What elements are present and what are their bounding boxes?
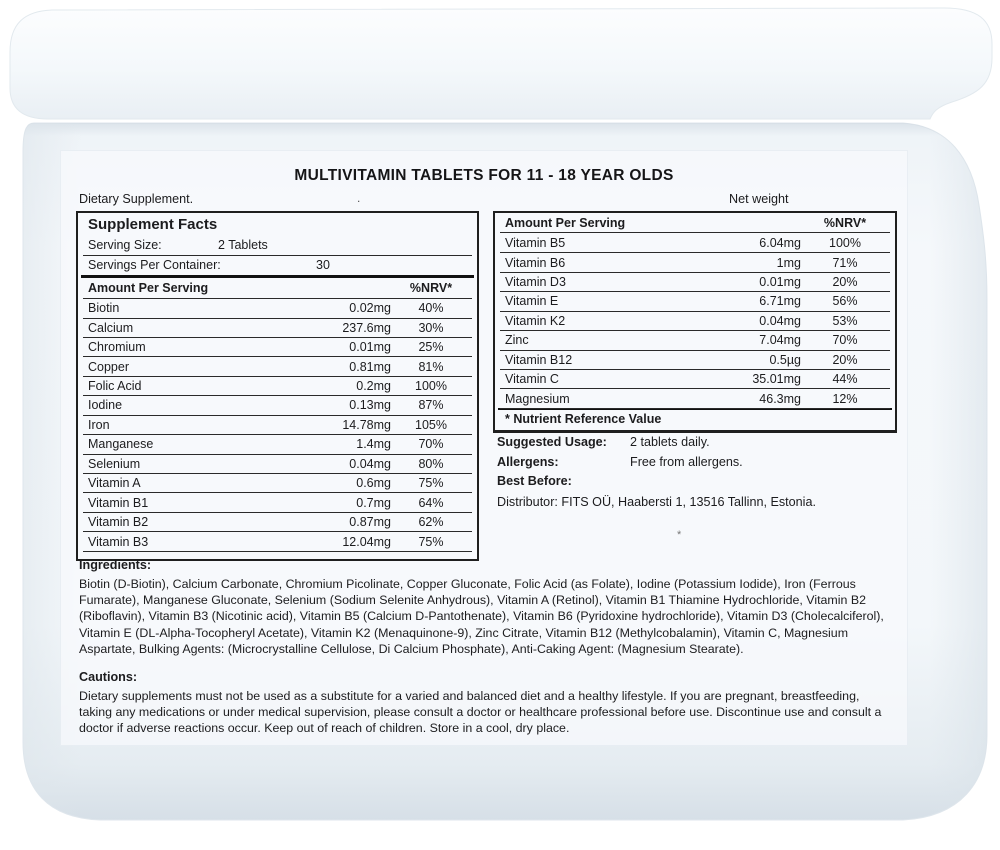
nutrient-name: Vitamin B12: [505, 352, 573, 367]
nutrient-rows: [495, 233, 895, 408]
nutrient-nrv: 75%: [418, 476, 444, 491]
stray-dot-mark: .: [357, 191, 361, 205]
nutrient-name: Chromium: [88, 340, 146, 355]
suggested-usage-value: 2 tablets daily.: [630, 434, 710, 449]
table-row: [78, 299, 477, 318]
ingredients-section: [79, 558, 887, 657]
nutrient-nrv: 25%: [418, 340, 444, 355]
table-row: [78, 512, 477, 531]
nutrient-nrv: 64%: [418, 495, 444, 510]
nutrient-name: Vitamin B6: [505, 255, 566, 270]
cautions-text: Dietary supplements must not be used as a substitute for a varied and balanced diet and a healthy lifestyle. If you are pregnant, breastfeeding, taking any medications or under medical supervision, please consult a doctor or healthcare professional before use. Discontinue use and consult a doctor if adverse reactions occur. Keep out of reach of children. Store in a cool, dry place.: [79, 689, 882, 736]
nutrient-amount: 0.5µg: [769, 352, 801, 367]
nutrient-amount: 0.01mg: [759, 274, 801, 289]
serving-size-label: Serving Size:: [88, 237, 162, 252]
table-row: [495, 331, 895, 350]
nutrient-amount: 237.6mg: [342, 320, 391, 335]
container-lid: [10, 8, 992, 119]
nutrient-amount: 1.4mg: [356, 437, 391, 452]
nutrient-name: Copper: [88, 359, 129, 374]
suggested-usage-label: Suggested Usage:: [497, 434, 607, 449]
supplement-facts-table: [76, 211, 479, 561]
ingredients-heading: Ingredients:: [79, 558, 152, 572]
nutrient-name: Selenium: [88, 456, 141, 471]
column-header-row: [78, 278, 477, 297]
nutrient-amount: 0.81mg: [349, 359, 391, 374]
nutrient-amount: 46.3mg: [759, 391, 801, 406]
table-row: [78, 435, 477, 454]
table-row: [78, 474, 477, 493]
nutrient-nrv: 44%: [832, 372, 858, 387]
nutrient-nrv: 70%: [418, 437, 444, 452]
nutrient-nrv: 87%: [418, 398, 444, 413]
nutrient-amount: 0.6mg: [356, 476, 391, 491]
cautions-section: [79, 670, 887, 737]
table-row: [78, 357, 477, 376]
nutrient-amount: 12.04mg: [342, 534, 391, 549]
nrv-footnote: * Nutrient Reference Value: [505, 412, 662, 427]
nutrient-amount: 0.02mg: [349, 301, 391, 316]
amount-column-header: Amount Per Serving: [505, 215, 626, 230]
nutrient-nrv: 62%: [418, 515, 444, 530]
nutrient-amount: 6.71mg: [759, 294, 801, 309]
table-row: [495, 233, 895, 252]
table-row: [78, 493, 477, 512]
nutrient-name: Zinc: [505, 333, 529, 348]
net-weight-label: Net weight: [729, 192, 789, 206]
product-title: MULTIVITAMIN TABLETS FOR 11 - 18 YEAR OLDS: [294, 167, 674, 184]
column-header-row: [495, 213, 895, 232]
nrv-column-header: %NRV*: [823, 215, 867, 230]
nutrient-nrv: 81%: [418, 359, 444, 374]
nutrient-nrv: 70%: [832, 333, 858, 348]
stray-asterisk-mark: *: [677, 529, 682, 541]
nutrient-amount: 0.87mg: [349, 515, 391, 530]
table-row: [78, 376, 477, 395]
nutrient-name: Vitamin D3: [505, 274, 566, 289]
nutrient-amount: 0.01mg: [349, 340, 391, 355]
nutrient-name: Folic Acid: [88, 379, 142, 394]
nutrient-name: Calcium: [88, 320, 134, 335]
distributor-text: Distributor: FITS OÜ, Haabersti 1, 13516 Tallinn, Estonia.: [497, 494, 816, 509]
table-row: [78, 415, 477, 434]
cautions-heading: Cautions:: [79, 670, 138, 684]
table-row: [78, 318, 477, 337]
nutrient-name: Vitamin E: [505, 294, 559, 309]
supplement-facts-heading: Supplement Facts: [88, 216, 218, 233]
nutrient-name: Vitamin A: [88, 476, 141, 491]
nutrient-nrv: 20%: [832, 352, 858, 367]
serving-size-row: [78, 235, 477, 255]
table-row: [78, 454, 477, 473]
nutrient-name: Vitamin B5: [505, 236, 566, 251]
allergens-row: [497, 452, 905, 472]
nutrient-nrv: 30%: [418, 320, 444, 335]
nutrient-nrv: 105%: [415, 417, 447, 432]
servings-per-container-row: [78, 256, 477, 276]
nutrient-nrv: 80%: [418, 456, 444, 471]
allergens-value: Free from allergens.: [630, 454, 743, 469]
table-row: [78, 337, 477, 356]
nutrient-nrv: 71%: [832, 255, 858, 270]
best-before-row: [497, 472, 905, 492]
servings-value: 30: [316, 258, 330, 273]
table-row: [495, 311, 895, 330]
nutrient-name: Vitamin C: [505, 372, 559, 387]
best-before-label: Best Before:: [497, 474, 572, 489]
serving-size-value: 2 Tablets: [218, 237, 268, 252]
ingredients-text: Biotin (D-Biotin), Calcium Carbonate, Chromium Picolinate, Copper Gluconate, Folic Acid (as Folate), Iodine (Potassium Iodide), Iron (Ferrous Fumarate), Manganese Gluconate, Selenium (Sodium Selenite Anhydrous), Vitamin A (Retinol), Vitamin B1 Thiamine Hydrochloride, Vitamin B2 (Riboflavin), Vitamin B3 (Nicotinic acid), Vitamin B5 (Calcium D-Pantothenate), Vitamin B6 (Pyridoxine hydrochloride), Vitamin D3 (Cholecalciferol), Vitamin E (DL-Alpha-Tocopheryl Acetate), Vitamin K2 (Menaquinone-9), Zinc Citrate, Vitamin B12 (Methylcobalamin), Vitamin C, Magnesium Aspartate, Bulking Agents: (Microcrystalline Cellulose, Di Calcium Phosphate), Anti-Caking Agent: (Magnesium Stearate).: [79, 577, 884, 656]
nutrient-nrv: 100%: [415, 379, 447, 394]
nutrient-name: Biotin: [88, 301, 120, 316]
table-row: [495, 292, 895, 311]
nutrient-nrv: 20%: [832, 274, 858, 289]
nutrient-name: Iron: [88, 417, 110, 432]
nutrient-amount: 7.04mg: [759, 333, 801, 348]
supplement-label: [60, 150, 908, 746]
nutrient-amount: 0.13mg: [349, 398, 391, 413]
suggested-usage-row: [497, 432, 905, 452]
nutrient-name: Iodine: [88, 398, 123, 413]
nutrient-name: Vitamin B3: [88, 534, 149, 549]
nutrient-nrv: 56%: [832, 294, 858, 309]
table-row: [495, 272, 895, 291]
nrv-column-header: %NRV*: [409, 280, 453, 295]
table-row: [495, 350, 895, 369]
nutrient-name: Vitamin B2: [88, 515, 149, 530]
nutrient-name: Manganese: [88, 437, 154, 452]
supplement-facts-table-right: [493, 211, 897, 433]
nutrient-name: Vitamin K2: [505, 313, 566, 328]
nutrient-amount: 0.04mg: [759, 313, 801, 328]
allergens-label: Allergens:: [497, 454, 559, 469]
table-row: [495, 369, 895, 388]
table-row: [78, 396, 477, 415]
nutrient-nrv: 53%: [832, 313, 858, 328]
table-row: [495, 253, 895, 272]
nutrient-amount: 35.01mg: [752, 372, 801, 387]
nutrient-nrv: 100%: [829, 236, 861, 251]
nutrient-amount: 0.2mg: [356, 379, 391, 394]
nutrient-amount: 1mg: [776, 255, 801, 270]
nutrient-nrv: 12%: [832, 391, 858, 406]
usage-block: [497, 432, 905, 512]
servings-label: Servings Per Container:: [88, 258, 221, 273]
amount-column-header: Amount Per Serving: [88, 280, 209, 295]
nutrient-name: Magnesium: [505, 391, 570, 406]
nutrient-nrv: 40%: [418, 301, 444, 316]
nutrient-nrv: 75%: [418, 534, 444, 549]
nutrient-name: Vitamin B1: [88, 495, 149, 510]
nutrient-amount: 0.04mg: [349, 456, 391, 471]
nutrient-amount: 14.78mg: [342, 417, 391, 432]
nutrient-amount: 6.04mg: [759, 236, 801, 251]
nutrient-rows: [78, 299, 477, 552]
nutrient-amount: 0.7mg: [356, 495, 391, 510]
table-row: [78, 532, 477, 551]
supplement-type-text: Dietary Supplement.: [79, 192, 194, 206]
table-row: [495, 389, 895, 408]
